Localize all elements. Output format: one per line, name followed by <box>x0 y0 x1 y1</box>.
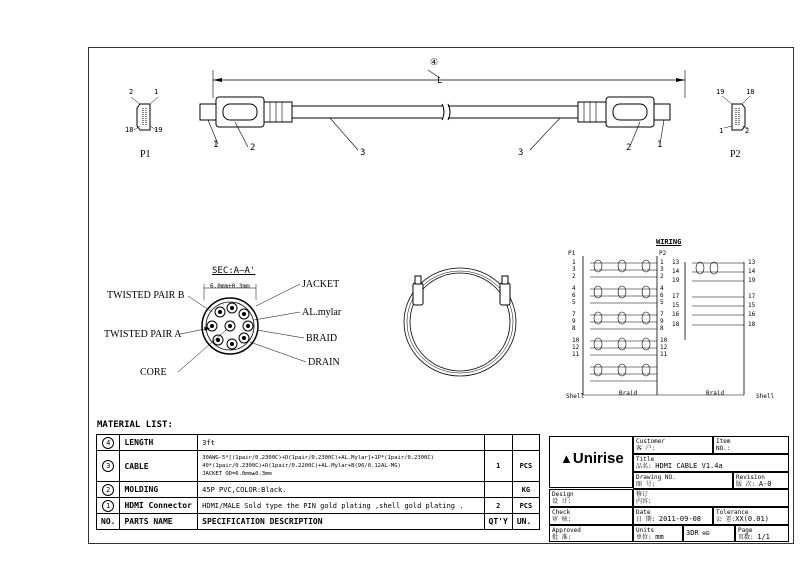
label-braid: BRAID <box>306 333 338 344</box>
approved-cn: 批 准: <box>552 534 572 541</box>
part-spec-line: HDMI/MALE Sold type the PIN gold plating ,shell gold plating . <box>202 501 464 510</box>
p1-pin-2: 2 <box>129 88 134 96</box>
approved-label: Approved <box>552 527 581 534</box>
header-spec: SPECIFICATION DESCRIPTION <box>198 514 484 530</box>
part-qty: 1 <box>484 451 512 482</box>
item-number-1: 1 <box>102 500 114 512</box>
wiring-pin-label: 19 <box>748 277 756 284</box>
label-core: CORE <box>140 367 167 378</box>
wiring-pin-label: 5 <box>572 299 576 306</box>
brand-logo-icon: ▲ <box>560 451 573 466</box>
drawing-no-label: Drawing NO. <box>636 474 676 481</box>
date-box <box>633 507 713 525</box>
wiring-pin-label: 19 <box>672 277 680 284</box>
p2-pin-1: 1 <box>719 127 724 135</box>
check-box <box>549 507 633 525</box>
wiring-pin-label: 18 <box>748 321 756 328</box>
length-symbol: L <box>437 76 443 86</box>
wiring-pin-label: 6 <box>572 292 576 299</box>
wiring-title: WIRING <box>656 238 682 246</box>
wiring-pin-label: 10 <box>660 337 668 344</box>
part-spec <box>198 451 484 482</box>
customer-cn: 客 户: <box>636 445 656 452</box>
wiring-pin-label: 9 <box>660 318 664 325</box>
label-drain: DRAIN <box>308 357 340 368</box>
header-qty: QT'Y <box>484 514 512 530</box>
modify-box <box>633 489 789 507</box>
header-no: NO. <box>97 514 120 530</box>
part-name: LENGTH <box>120 435 198 451</box>
drawing-no-cn: 图 号: <box>636 481 656 488</box>
header-unit: UN. <box>512 514 539 530</box>
part-spec-line: 40*(1pair/0.2300C)+D(1pair/0.2200C)+AL.Mylar+B(96/0.12AL-MG) <box>202 463 401 469</box>
units-label: Units <box>636 527 655 534</box>
material-row <box>97 451 540 482</box>
wiring-pin-label: 3 <box>660 266 664 273</box>
wiring-pin-label: 1 <box>572 259 576 266</box>
check-label: Check <box>552 509 571 516</box>
units-cn: 单位: <box>636 534 652 541</box>
wiring-pin-label: 2 <box>660 273 664 280</box>
title-box <box>633 454 789 472</box>
part-unit: PCS <box>512 451 539 482</box>
brand-name: Unirise <box>572 450 624 467</box>
part-spec <box>198 498 484 514</box>
p1-pin-18: 18 <box>125 126 134 134</box>
wiring-braid-right: Braid <box>706 390 725 397</box>
drawing-no-box <box>633 472 733 489</box>
label-jacket: JACKET <box>302 279 340 290</box>
design-label: Design <box>552 491 574 498</box>
part-name: MOLDING <box>120 482 198 498</box>
page-label: Page <box>738 527 753 534</box>
wiring-pin-label: 8 <box>572 325 576 332</box>
p1-label: P1 <box>140 149 151 160</box>
units-value: mm <box>655 533 664 541</box>
wiring-pin-label: 12 <box>572 344 580 351</box>
revision-value: A-0 <box>758 480 772 488</box>
label-twisted-pair-a: TWISTED PAIR A <box>104 329 182 340</box>
callout-2-left: 2 <box>250 143 256 153</box>
wiring-pin-label: 16 <box>748 311 756 318</box>
wiring-pin-label: 18 <box>672 321 680 328</box>
wiring-p2: P2 <box>659 250 667 257</box>
item-number-3: 3 <box>102 460 114 472</box>
revision-box <box>733 472 789 489</box>
wiring-pin-label: 15 <box>748 302 756 309</box>
tolerance-cn: 公 差: <box>716 516 736 523</box>
wiring-pin-label: 15 <box>672 302 680 309</box>
wiring-pin-label: 8 <box>660 325 664 332</box>
design-cn: 设 计: <box>552 498 572 505</box>
design-box <box>549 489 633 507</box>
tolerance-label: Tolerance <box>716 509 749 516</box>
customer-box <box>633 436 713 454</box>
wiring-shell-right: Shell <box>756 393 775 400</box>
callout-2-right: 2 <box>626 143 632 153</box>
page-box <box>735 525 789 542</box>
title-cn: 品名: <box>636 463 652 470</box>
wiring-pin-label: 14 <box>672 268 680 275</box>
callout-3-left: 3 <box>360 148 366 158</box>
callout-3-right: 3 <box>518 148 524 158</box>
wiring-pin-label: 14 <box>748 268 756 275</box>
wiring-pin-label: 6 <box>660 292 664 299</box>
wiring-braid-left: Braid <box>619 390 638 397</box>
callout-1-right: 1 <box>657 140 663 150</box>
wiring-pin-label: 11 <box>572 351 580 358</box>
tolerance-value: XX(0.01) <box>735 515 769 523</box>
approved-box <box>549 525 633 542</box>
wiring-pin-label: 13 <box>748 259 756 266</box>
date-value: 2011-09-08 <box>658 515 702 523</box>
p2-pin-19: 19 <box>716 88 725 96</box>
callout-4: ④ <box>430 58 439 68</box>
check-cn: 审 核: <box>552 516 572 523</box>
revision-cn: 版 次: <box>736 481 756 488</box>
section-dimension: 6.0mm±0.3mm <box>210 283 250 290</box>
wiring-pin-label: 4 <box>572 285 576 292</box>
wiring-pin-label: 16 <box>672 311 680 318</box>
material-row <box>97 435 540 451</box>
wiring-pin-label: 4 <box>660 285 664 292</box>
part-spec-line: 30AWG-5*[(1pair/0.2300C)+D(1pair/0.2300C)+AL.Mylar]+1P*(1pair/0.2300C) <box>202 455 434 461</box>
header-parts-name: PARTS NAME <box>120 514 198 530</box>
item-number-2: 2 <box>102 484 114 496</box>
material-table <box>96 434 540 530</box>
date-cn: 日 期: <box>636 516 656 523</box>
brand-box <box>549 436 633 488</box>
item-label: Item <box>716 438 731 445</box>
label-twisted-pair-b: TWISTED PAIR B <box>107 290 185 301</box>
material-list-title: MATERIAL LIST: <box>97 420 173 430</box>
wiring-pin-label: 7 <box>572 311 576 318</box>
tolerance-box <box>713 507 789 525</box>
wiring-pin-label: 7 <box>660 311 664 318</box>
wiring-pin-label: 9 <box>572 318 576 325</box>
modify-label: 修订 <box>636 491 649 498</box>
part-spec-line: JACKET OD=6.0mm±0.3mm <box>202 471 272 477</box>
p1-pin-1: 1 <box>154 88 159 96</box>
wiring-pin-label: 10 <box>572 337 580 344</box>
wiring-pin-label: 3 <box>572 266 576 273</box>
p2-label: P2 <box>730 149 741 160</box>
item-cn: NO.: <box>716 445 731 452</box>
wiring-pin-label: 13 <box>672 259 680 266</box>
modify-cn: 内容: <box>636 498 652 505</box>
wiring-pin-label: 1 <box>660 259 664 266</box>
wiring-pin-label: 17 <box>748 293 756 300</box>
part-spec-line: 3ft <box>202 438 215 447</box>
part-name: CABLE <box>120 451 198 482</box>
part-qty <box>484 435 512 451</box>
wiring-shell-left: Shell <box>566 393 585 400</box>
projection-symbol-icon: ⊕⊟ <box>702 530 710 537</box>
p2-pin-2: 2 <box>745 127 750 135</box>
material-header-row <box>97 514 540 530</box>
date-label: Date <box>636 509 651 516</box>
wiring-p1: P1 <box>568 250 576 257</box>
wiring-pin-label: 5 <box>660 299 664 306</box>
customer-label: Customer <box>636 438 665 445</box>
part-unit <box>512 435 539 451</box>
item-number-4: 4 <box>102 437 114 449</box>
label-al-mylar: AL.mylar <box>302 307 342 318</box>
callout-1-left: 1 <box>213 140 219 150</box>
projection-label: 3DR <box>686 529 699 537</box>
projection-box <box>683 525 735 542</box>
wiring-pin-label: 17 <box>672 293 680 300</box>
item-box <box>713 436 789 454</box>
part-name: HDMI Connector <box>120 498 198 514</box>
part-qty <box>484 482 512 498</box>
wiring-pin-label: 12 <box>660 344 668 351</box>
part-unit: PCS <box>512 498 539 514</box>
page-cn: 页数: <box>738 534 754 541</box>
title-value: HDMI CABLE V1.4a <box>655 462 723 470</box>
title-label: Title <box>636 456 655 463</box>
revision-label: Revision <box>736 474 765 481</box>
p1-pin-19: 19 <box>154 126 163 134</box>
part-qty: 2 <box>484 498 512 514</box>
title-block <box>549 436 789 542</box>
p2-pin-18: 18 <box>746 88 755 96</box>
page-value: 1/1 <box>757 533 770 541</box>
material-row <box>97 482 540 498</box>
part-spec <box>198 482 484 498</box>
units-box <box>633 525 683 542</box>
part-unit: KG <box>512 482 539 498</box>
material-row <box>97 498 540 514</box>
wiring-pin-label: 11 <box>660 351 668 358</box>
part-spec-line: 45P PVC,COLOR:Black. <box>202 485 287 494</box>
part-spec <box>198 435 484 451</box>
section-title: SEC:A—A' <box>212 266 256 276</box>
wiring-pin-label: 2 <box>572 273 576 280</box>
